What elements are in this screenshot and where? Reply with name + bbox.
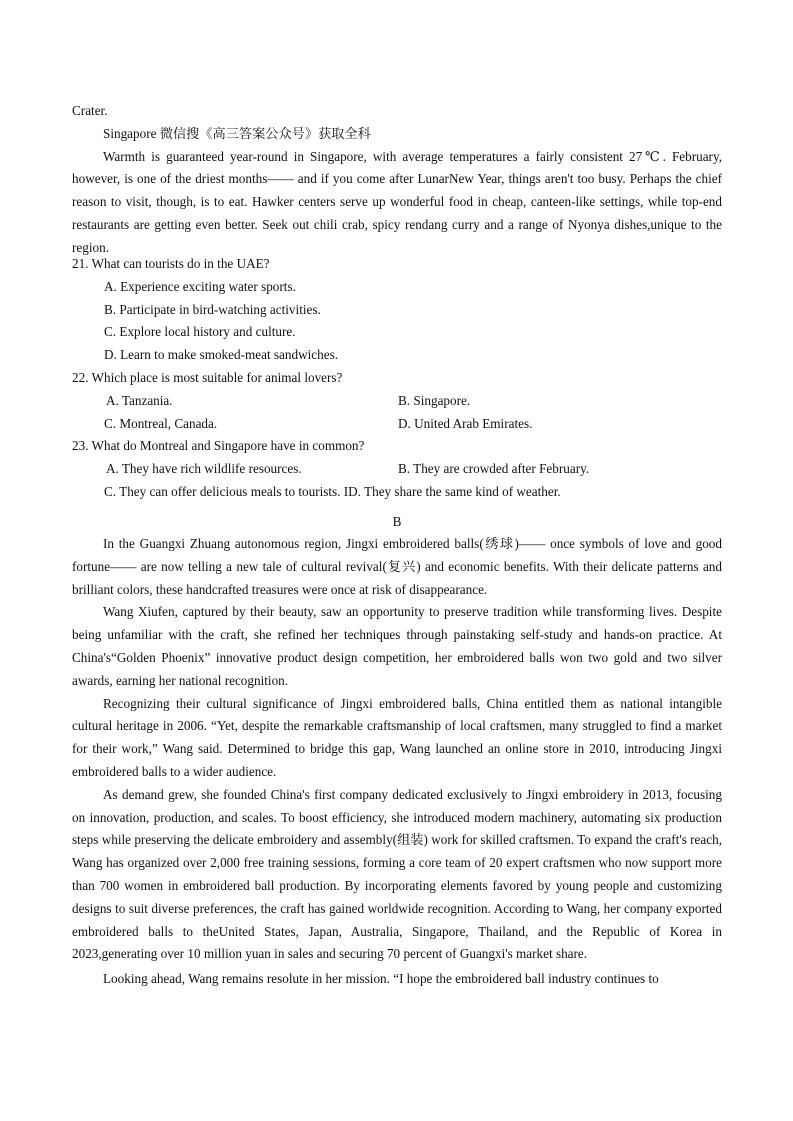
passage-paragraph: Recognizing their cultural significance of Jingxi embroidered balls, China entitled them as national intangible cultural heritage in 2006. “Yet, despite the remarkable craftsmanship of local craftsmen, many struggled to find a market for their work,” Wang said. Determined to bridge this gap, Wang launched an online store in 2010, introducing Jingxi embroidered balls to a wider audience. bbox=[72, 695, 722, 779]
option-a: A. Tanzania. bbox=[106, 392, 173, 408]
section-b-passage bbox=[72, 533, 722, 991]
crater-line: Crater. bbox=[72, 103, 108, 118]
question-21 bbox=[72, 253, 722, 367]
passage-paragraph: As demand grew, she founded China's first company dedicated exclusively to Jingxi embroidery in 2013, focusing on innovation, production, and scales. To boost efficiency, she introduced modern machinery, automating six production steps while preserving the delicate embroidery and assembly(组装) work for skilled craftsmen. To expand the craft's reach, Wang has organized over 2,000 free training sessions, forming a core team of 20 expert craftsmen who now support more than 700 women in embroidered ball production. By incorporating elements favored by young people and customizing designs to suit diverse preferences, the craft has gained worldwide recognition. According to Wang, her company exported embroidered balls to theUnited States, Japan, Australia, Singapore, Thailand, and the Republic of Korea in 2023,generating over 10 million yuan in sales and securing 70 percent of Guangxi's market share. bbox=[72, 786, 722, 962]
section-a-tail bbox=[72, 100, 722, 260]
option-a: A. Experience exciting water sports. bbox=[104, 278, 296, 294]
section-label: B bbox=[392, 514, 402, 529]
question-stem: 22. Which place is most suitable for animal lovers? bbox=[72, 370, 343, 385]
option-row bbox=[72, 390, 722, 413]
option-c: C. Explore local history and culture. bbox=[104, 324, 296, 340]
question-stem: 21. What can tourists do in the UAE? bbox=[72, 256, 270, 271]
option-b: B. Singapore. bbox=[398, 392, 471, 408]
option-d: D. United Arab Emirates. bbox=[398, 415, 533, 431]
option-c-d: C. They can offer delicious meals to tourists. ID. They share the same kind of weather. bbox=[104, 483, 561, 499]
option-b: B. They are crowded after February. bbox=[398, 460, 590, 476]
question-22 bbox=[72, 367, 722, 435]
option-row bbox=[72, 413, 722, 436]
question-stem: 23. What do Montreal and Singapore have in common? bbox=[72, 438, 365, 453]
question-23 bbox=[72, 435, 722, 503]
passage-paragraph: In the Guangxi Zhuang autonomous region, Jingxi embroidered balls(绣球)—— once symbols of love and good fortune—— are now telling a new tale of cultural revival(复兴) and economic benefits. With their delicate patterns and brilliant colors, these handcrafted treasures were once at risk of disappearance. bbox=[72, 536, 722, 597]
option-d: D. Learn to make smoked-meat sandwiches. bbox=[104, 347, 339, 363]
singapore-paragraph: Warmth is guaranteed year-round in Singapore, with average temperatures a fairly consistent 27℃. February, however, is one of the driest months—— and if you come after LunarNew Year, things aren't too busy. Perhaps the chief reason to visit, though, is to eat. Hawker centers serve up wonderful food in cheap, canteen-like settings, while top-end restaurants are getting even better. Seek out chili crab, spicy rendang curry and a range of Nyonya dishes,unique to the region. bbox=[72, 148, 722, 255]
option-c: C. Montreal, Canada. bbox=[104, 415, 218, 431]
option-b: B. Participate in bird-watching activities. bbox=[104, 301, 321, 317]
option-a: A. They have rich wildlife resources. bbox=[106, 460, 302, 476]
section-b bbox=[72, 511, 722, 534]
passage-paragraph: Looking ahead, Wang remains resolute in her mission. “I hope the embroidered ball industry continues to bbox=[103, 971, 659, 987]
passage-paragraph: Wang Xiufen, captured by their beauty, saw an opportunity to preserve tradition while transforming lives. Despite being unfamiliar with the craft, she refined her techniques through painstaking self-study and hands-on practice. At China's“Golden Phoenix” innovative product design competition, her embroidered balls won two gold and two silver awards, earning her national recognition. bbox=[72, 604, 722, 688]
singapore-heading: Singapore 微信搜《高三答案公众号》获取全科 bbox=[103, 125, 371, 141]
option-row bbox=[72, 458, 722, 481]
